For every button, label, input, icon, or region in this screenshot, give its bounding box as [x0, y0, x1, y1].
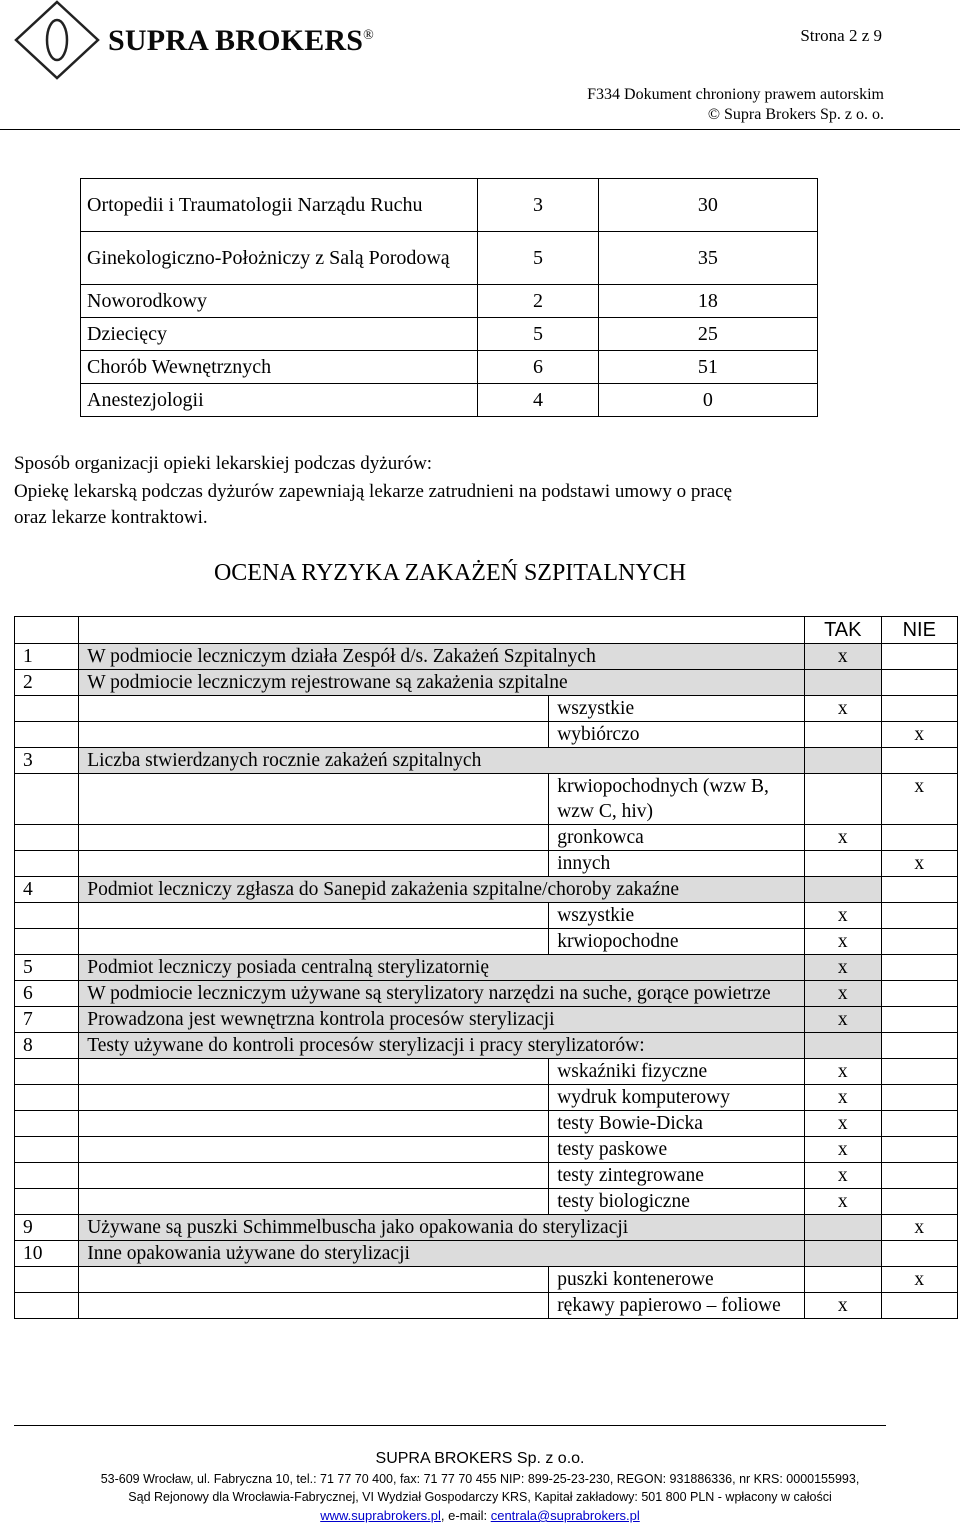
tak-mark: x: [805, 903, 881, 929]
row-number: [15, 1085, 79, 1111]
nie-mark: [881, 955, 957, 981]
tak-mark: [805, 877, 881, 903]
option-text: wybiórczo: [549, 722, 805, 748]
option-text: puszki kontenerowe: [549, 1267, 805, 1293]
row-number: [15, 851, 79, 877]
tak-mark: x: [805, 1007, 881, 1033]
empty-cell: [79, 1163, 549, 1189]
tak-mark: x: [805, 1163, 881, 1189]
ward-count-a: 5: [478, 232, 598, 285]
table-row: [15, 1267, 958, 1293]
page-number: Strona 2 z 9: [800, 26, 882, 45]
empty-cell: [79, 1059, 549, 1085]
table-row: [15, 696, 958, 722]
table-row: [15, 1059, 958, 1085]
row-number: [15, 903, 79, 929]
empty-cell: [79, 1137, 549, 1163]
table-row: [15, 748, 958, 774]
risk-table: [14, 616, 958, 1319]
ward-name: Noworodkowy: [81, 285, 478, 318]
copyright-line: © Supra Brokers Sp. z o. o.: [707, 106, 884, 123]
empty-cell: [79, 851, 549, 877]
nie-mark: [881, 981, 957, 1007]
ward-name: Anestezjologii: [81, 384, 478, 417]
option-text: krwiopochodnych (wzw B, wzw C, hiv): [549, 774, 805, 825]
question-text: Prowadzona jest wewnętrzna kontrola procesów sterylizacji: [79, 1007, 805, 1033]
option-text: testy zintegrowane: [549, 1163, 805, 1189]
table-row: [15, 1293, 958, 1319]
option-text: wszystkie: [549, 903, 805, 929]
ward-count-b: 35: [598, 232, 817, 285]
care-text-line2: oraz lekarze kontraktowi.: [14, 507, 208, 528]
empty-cell: [79, 903, 549, 929]
row-number: [15, 1163, 79, 1189]
question-text: Liczba stwierdzanych rocznie zakażeń szpitalnych: [79, 748, 805, 774]
row-number: [15, 696, 79, 722]
row-number: 1: [15, 644, 79, 670]
table-row: [15, 722, 958, 748]
row-number: [15, 1267, 79, 1293]
table-row: [15, 1241, 958, 1267]
nie-mark: [881, 1163, 957, 1189]
nie-mark: [881, 929, 957, 955]
tak-mark: [805, 722, 881, 748]
tak-mark: [805, 1267, 881, 1293]
ward-name: Ortopedii i Traumatologii Narządu Ruchu: [81, 179, 478, 232]
row-number: 5: [15, 955, 79, 981]
table-row: [81, 351, 818, 384]
option-text: wszystkie: [549, 696, 805, 722]
footer-company: SUPRA BROKERS Sp. z o.o.: [375, 1450, 585, 1467]
ward-count-a: 5: [478, 318, 598, 351]
option-text: wskaźniki fizyczne: [549, 1059, 805, 1085]
empty-cell: [79, 1085, 549, 1111]
row-number: [15, 1111, 79, 1137]
table-row: [15, 877, 958, 903]
row-number: 8: [15, 1033, 79, 1059]
question-text: Podmiot leczniczy posiada centralną sterylizatornię: [79, 955, 805, 981]
option-text: rękawy papierowo – foliowe: [549, 1293, 805, 1319]
option-text: testy Bowie-Dicka: [549, 1111, 805, 1137]
nie-mark: [881, 903, 957, 929]
nie-mark: [881, 1007, 957, 1033]
row-number: 4: [15, 877, 79, 903]
nie-mark: x: [881, 851, 957, 877]
row-number: [15, 1293, 79, 1319]
table-row: [15, 1033, 958, 1059]
table-row: [81, 232, 818, 285]
tak-mark: [805, 851, 881, 877]
row-number: 6: [15, 981, 79, 1007]
risk-header-row: [15, 617, 958, 644]
tak-mark: x: [805, 1111, 881, 1137]
tak-mark: [805, 748, 881, 774]
ward-count-b: 18: [598, 285, 817, 318]
tak-mark: x: [805, 1137, 881, 1163]
empty-cell: [79, 722, 549, 748]
nie-mark: x: [881, 774, 957, 825]
table-row: [81, 384, 818, 417]
nie-mark: [881, 1085, 957, 1111]
ward-count-a: 3: [478, 179, 598, 232]
nie-mark: [881, 670, 957, 696]
nie-mark: x: [881, 1215, 957, 1241]
table-row: [15, 1163, 958, 1189]
header-divider: [0, 129, 960, 130]
nie-mark: [881, 1033, 957, 1059]
tak-mark: x: [805, 644, 881, 670]
col-tak: TAK: [805, 617, 881, 644]
tak-mark: x: [805, 1293, 881, 1319]
nie-mark: [881, 644, 957, 670]
question-text: W podmiocie leczniczym działa Zespół d/s. Zakażeń Szpitalnych: [79, 644, 805, 670]
question-text: Inne opakowania używane do sterylizacji: [79, 1241, 805, 1267]
table-row: [15, 774, 958, 825]
question-text: Używane są puszki Schimmelbuscha jako opakowania do sterylizacji: [79, 1215, 805, 1241]
empty-cell: [79, 929, 549, 955]
option-text: krwiopochodne: [549, 929, 805, 955]
table-row: [15, 903, 958, 929]
table-row: [15, 1007, 958, 1033]
doc-code: F334 Dokument chroniony prawem autorskim: [587, 86, 884, 103]
table-row: [15, 1111, 958, 1137]
footer-divider: [14, 1425, 886, 1426]
logo-icon: [14, 0, 100, 80]
footer-address: 53-609 Wrocław, ul. Fabryczna 10, tel.: 71 77 70 400, fax: 71 77 70 455 NIP: 899-25-23-230, REGON: 931886336, nr KRS: 0000155993,: [100, 1472, 860, 1486]
table-row: [81, 318, 818, 351]
nie-mark: [881, 696, 957, 722]
table-row: [15, 825, 958, 851]
nie-mark: x: [881, 1267, 957, 1293]
nie-mark: [881, 1137, 957, 1163]
tak-mark: [805, 1241, 881, 1267]
nie-mark: [881, 1241, 957, 1267]
question-text: W podmiocie leczniczym rejestrowane są zakażenia szpitalne: [79, 670, 805, 696]
nie-mark: [881, 1111, 957, 1137]
table-row: [15, 851, 958, 877]
nie-mark: x: [881, 722, 957, 748]
wards-table: [80, 178, 818, 417]
ward-count-b: 30: [598, 179, 817, 232]
email-link[interactable]: centrala@suprabrokers.pl: [490, 1508, 640, 1523]
tak-mark: [805, 1215, 881, 1241]
row-number: [15, 774, 79, 825]
row-number: 9: [15, 1215, 79, 1241]
care-text-line1: Opiekę lekarską podczas dyżurów zapewniają lekarze zatrudnieni na podstawi umowy o pracę: [14, 481, 733, 502]
question-text: Podmiot leczniczy zgłasza do Sanepid zakażenia szpitalne/choroby zakaźne: [79, 877, 805, 903]
row-number: [15, 825, 79, 851]
empty-cell: [79, 1267, 549, 1293]
tak-mark: [805, 1033, 881, 1059]
col-nie: NIE: [881, 617, 957, 644]
option-text: wydruk komputerowy: [549, 1085, 805, 1111]
empty-cell: [79, 1111, 549, 1137]
ward-count-a: 2: [478, 285, 598, 318]
option-text: testy biologiczne: [549, 1189, 805, 1215]
table-row: [15, 1085, 958, 1111]
ward-count-b: 25: [598, 318, 817, 351]
ward-name: Chorób Wewnętrznych: [81, 351, 478, 384]
nie-mark: [881, 1059, 957, 1085]
row-number: [15, 1189, 79, 1215]
nie-mark: [881, 1189, 957, 1215]
ward-count-a: 6: [478, 351, 598, 384]
question-text: Testy używane do kontroli procesów sterylizacji i pracy sterylizatorów:: [79, 1033, 805, 1059]
option-text: innych: [549, 851, 805, 877]
table-row: [81, 179, 818, 232]
nie-mark: [881, 877, 957, 903]
table-row: [15, 981, 958, 1007]
table-row: [15, 929, 958, 955]
tak-mark: x: [805, 955, 881, 981]
table-row: [15, 955, 958, 981]
nie-mark: [881, 825, 957, 851]
ward-count-b: 51: [598, 351, 817, 384]
website-link[interactable]: www.suprabrokers.pl: [320, 1508, 441, 1523]
footer-contact: www.suprabrokers.pl, e-mail: centrala@suprabrokers.pl: [320, 1508, 640, 1523]
row-number: [15, 929, 79, 955]
empty-cell: [79, 774, 549, 825]
row-number: [15, 1137, 79, 1163]
row-number: 2: [15, 670, 79, 696]
table-row: [15, 1189, 958, 1215]
ward-name: Dziecięcy: [81, 318, 478, 351]
empty-cell: [79, 1293, 549, 1319]
table-row: [15, 1137, 958, 1163]
row-number: [15, 1059, 79, 1085]
ward-count-b: 0: [598, 384, 817, 417]
tak-mark: x: [805, 929, 881, 955]
nie-mark: [881, 748, 957, 774]
table-row: [15, 670, 958, 696]
row-number: 3: [15, 748, 79, 774]
row-number: 7: [15, 1007, 79, 1033]
empty-cell: [79, 696, 549, 722]
footer-registry: Sąd Rejonowy dla Wrocławia-Fabrycznej, VI Wydział Gospodarczy KRS, Kapitał zakładowy: 501 800 PLN - wpłacony w całości: [128, 1490, 832, 1504]
empty-cell: [79, 825, 549, 851]
tak-mark: [805, 670, 881, 696]
section-title: OCENA RYZYKA ZAKAŻEŃ SZPITALNYCH: [213, 560, 687, 586]
tak-mark: x: [805, 1085, 881, 1111]
option-text: gronkowca: [549, 825, 805, 851]
brand-name: SUPRA BROKERS®: [108, 24, 374, 57]
row-number: [15, 722, 79, 748]
table-row: [15, 644, 958, 670]
tak-mark: x: [805, 696, 881, 722]
tak-mark: x: [805, 1059, 881, 1085]
tak-mark: [805, 774, 881, 825]
table-row: [15, 1215, 958, 1241]
table-row: [81, 285, 818, 318]
nie-mark: [881, 1293, 957, 1319]
option-text: testy paskowe: [549, 1137, 805, 1163]
question-text: W podmiocie leczniczym używane są sterylizatory narzędzi na suche, gorące powietrze: [79, 981, 805, 1007]
row-number: 10: [15, 1241, 79, 1267]
care-heading: Sposób organizacji opieki lekarskiej podczas dyżurów:: [14, 453, 433, 474]
tak-mark: x: [805, 1189, 881, 1215]
ward-name: Ginekologiczno-Położniczy z Salą Porodową: [81, 232, 478, 285]
tak-mark: x: [805, 981, 881, 1007]
ward-count-a: 4: [478, 384, 598, 417]
tak-mark: x: [805, 825, 881, 851]
empty-cell: [79, 1189, 549, 1215]
